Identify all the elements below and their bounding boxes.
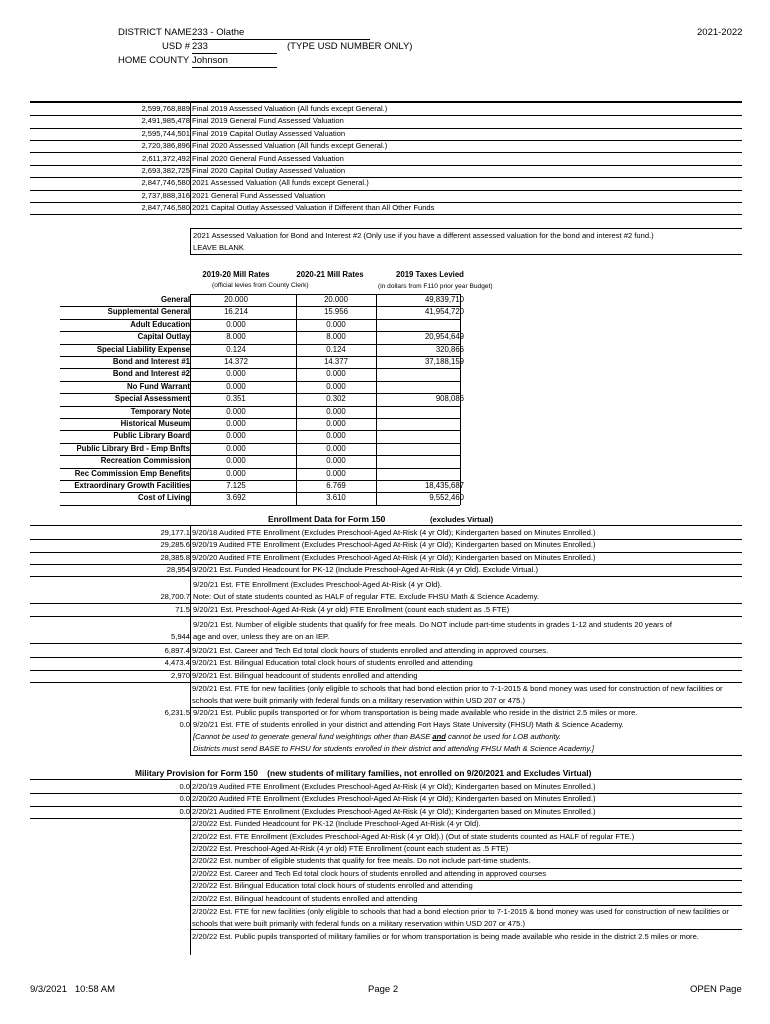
valuation-row — [0, 165, 770, 177]
usd-label: USD # — [162, 41, 190, 52]
military-desc: 2/20/22 Est. Bilingual headcount of students enrolled and attending — [192, 893, 418, 903]
valuation-value[interactable]: 2,611,372,492 — [142, 153, 190, 163]
enrollment-divider — [190, 525, 191, 755]
enrollment-row — [0, 670, 770, 682]
taxes-levied-2019[interactable]: 9,552,460 — [429, 493, 464, 503]
taxes-levied-2019[interactable] — [380, 430, 464, 442]
rule-b — [30, 616, 742, 617]
military-row — [0, 781, 770, 793]
fhsu-note-2: Districts must send BASE to FHSU for students enrolled in their district and attending FHSU Math & Science Academy.] — [193, 744, 594, 753]
military-desc: 2/20/21 Audited FTE Enrollment (Excludes Preschool-Aged At-Risk (4 yr Old); Kindergarten based on Minutes Enrolled.) — [192, 806, 596, 816]
military-new-facilities: 2/20/22 Est. FTE for new facilities (only eligible to schools that had a bond election prior to 7-1-2015 & bond money was used for construction of new facilities or schools that were built primarily with federal funds on a military reservation within USD 207 or 475.) — [192, 907, 729, 928]
fte-est-line2: Note: Out of state students counted as HALF of regular FTE. Exclude FHSU Math & Science Academy. — [193, 592, 539, 601]
rule-e — [190, 755, 742, 756]
taxes-levied-2019[interactable] — [380, 455, 464, 467]
enrollment-row — [0, 539, 770, 551]
taxes-levied-2019[interactable] — [380, 319, 464, 331]
enrollment-desc: 9/20/18 Audited FTE Enrollment (Excludes Preschool-Aged At-Risk (4 yr Old); Kindergarten based on Minutes Enrolled.) — [192, 528, 596, 537]
taxes-levied-2019[interactable]: 908,086 — [435, 394, 464, 404]
mill-rate-2020-21[interactable]: 15.956 — [324, 307, 348, 317]
valuation-row — [0, 177, 770, 189]
fhsu-note-and: and — [432, 732, 446, 741]
mill-fund-label: Public Library Brd - Emp Bnfts — [76, 443, 190, 453]
military-value[interactable]: 0.0 — [179, 806, 190, 816]
bond-valuation-note: 2021 Assessed Valuation for Bond and Interest #2 (Only use if you have a different assessed valuation for the bond and interest #2 fund.) — [193, 231, 654, 240]
mill-rate-2019-20[interactable]: 0.000 — [226, 319, 246, 329]
taxes-levied-2019[interactable]: 49,839,710 — [424, 295, 464, 304]
col-2019-20-header: 2019-20 Mill Rates — [202, 270, 270, 279]
enrollment-value[interactable]: 2,970 — [170, 670, 190, 680]
mill-rate-2019-20[interactable]: 14.372 — [224, 357, 248, 366]
valuation-divider — [190, 103, 191, 215]
valuation-value[interactable]: 2,693,382,725 — [141, 166, 190, 175]
bond-rule — [190, 228, 742, 229]
mill-fund-label: Capital Outlay — [137, 332, 190, 342]
home-county-field[interactable]: Johnson — [192, 55, 277, 68]
enrollment-value[interactable]: 28,385.8 — [160, 552, 190, 562]
valuation-desc: Final 2020 Capital Outlay Assessed Valuation — [192, 166, 346, 175]
col-taxes-header: 2019 Taxes Levied — [396, 270, 464, 279]
mill-fund-label: Bond and Interest #2 — [112, 369, 190, 379]
mill-rate-2020-21[interactable]: 0.000 — [326, 381, 346, 391]
mill-fund-label: Cost of Living — [138, 493, 190, 503]
taxes-levied-2019[interactable] — [380, 406, 464, 418]
enrollment-value[interactable]: 29,177.1 — [160, 528, 190, 537]
valuation-desc: 2021 Assessed Valuation (All funds except General.) — [192, 178, 369, 188]
taxes-levied-2019[interactable] — [380, 443, 464, 455]
military-desc: 2/20/20 Audited FTE Enrollment (Excludes Preschool-Aged At-Risk (4 yr Old); Kindergarten based on Minutes Enrolled.) — [192, 794, 596, 804]
mill-rate-2019-20[interactable]: 0.000 — [226, 406, 246, 416]
enrollment-desc: 9/20/20 Audited FTE Enrollment (Excludes Preschool-Aged At-Risk (4 yr Old); Kindergarten based on Minutes Enrolled.) — [192, 552, 596, 562]
new-facilities-text: 9/20/21 Est. FTE for new facilities (only eligible to schools that had bond election prior to 7-1-2015 & bond money was used for construction of new facilities or schools that were built primarily with federal funds on a military reservation within USD 207 or 475.) — [192, 684, 723, 705]
transport-desc: 9/20/21 Est. Public pupils transported or for whom transportation is being made available who reside in the district 2.5 miles or more. — [193, 708, 638, 717]
mill-fund-label: Extraordinary Growth Facilities — [74, 481, 190, 490]
enrollment-value[interactable]: 4,473.4 — [164, 658, 190, 668]
valuation-row — [0, 140, 770, 152]
rule-a — [30, 603, 742, 604]
military-desc: 2/20/22 Est. Preschool-Aged At-Risk (4 yr old) FTE Enrollment (count each student as .5 FTE) — [192, 844, 509, 853]
taxes-levied-2019[interactable]: 18,435,687 — [424, 481, 464, 490]
military-top-rule — [30, 779, 742, 780]
enrollment-title: Enrollment Data for Form 150 — [268, 514, 386, 524]
mill-rate-2019-20[interactable]: 0.000 — [226, 443, 246, 453]
free-meals-line1: 9/20/21 Est. Number of eligible students that qualify for free meals. Do NOT include part-time students in grades 1-12 and students 20 years of — [193, 620, 672, 629]
taxes-levied-2019[interactable]: 37,188,159 — [424, 357, 464, 366]
enrollment-value[interactable]: 6,897.4 — [164, 646, 190, 655]
military-desc: 2/20/19 Audited FTE Enrollment (Excludes Preschool-Aged At-Risk (4 yr Old); Kindergarten based on Minutes Enrolled.) — [192, 782, 596, 791]
enrollment-desc: 9/20/19 Audited FTE Enrollment (Excludes Preschool-Aged At-Risk (4 yr Old); Kindergarten based on Minutes Enrolled.) — [192, 540, 596, 550]
military-value[interactable]: 0.0 — [179, 794, 190, 804]
free-meals-line2: age and over, unless they are on an IEP. — [193, 632, 330, 641]
military-desc: 2/20/22 Est. FTE Enrollment (Excludes Preschool-Aged At-Risk (4 yr Old).) (Out of state students counted as HALF of regular FTE.) — [192, 831, 635, 841]
prek-value[interactable]: 71.5 — [175, 605, 190, 614]
valuation-desc: 2021 General Fund Assessed Valuation — [192, 190, 326, 200]
bond-rule-bottom — [190, 254, 742, 255]
valuation-desc: Final 2019 Assessed Valuation (All funds except General.) — [192, 104, 388, 113]
military-desc: 2/20/22 Est. Bilingual Education total clock hours of students enrolled and attending — [192, 881, 473, 891]
mill-rate-2020-21[interactable]: 14.377 — [324, 357, 348, 366]
enrollment-rule — [30, 576, 742, 577]
military-desc: 2/20/22 Est. number of eligible students that qualify for free meals. Do not include part-time students. — [192, 856, 531, 866]
mill-fund-label: General — [160, 295, 190, 304]
valuation-desc: Final 2020 General Fund Assessed Valuation — [192, 153, 344, 163]
mill-rate-2020-21[interactable]: 0.000 — [326, 419, 346, 428]
enrollment-top-rule — [30, 525, 742, 526]
mill-rate-2019-20[interactable]: 0.000 — [226, 419, 246, 428]
mill-rate-2020-21[interactable]: 0.302 — [326, 394, 346, 404]
mill-fund-label: Adult Education — [130, 319, 190, 329]
enrollment-desc: 9/20/21 Est. Career and Tech Ed total clock hours of students enrolled and attending in approved courses. — [192, 646, 549, 655]
school-year: 2021-2022 — [697, 27, 743, 38]
valuation-row — [0, 190, 770, 202]
taxes-levied-2019[interactable] — [380, 381, 464, 393]
fhsu-note-1b: cannot be used for LOB authority. — [448, 732, 562, 741]
mill-fund-label: Special Assessment — [114, 394, 190, 404]
mill-rate-2019-20[interactable]: 0.000 — [226, 369, 246, 379]
enrollment-row — [0, 527, 770, 539]
mill-col-divider — [190, 294, 191, 505]
col-2019-20-subheader: (official levies from County Clerk) — [212, 282, 309, 289]
valuation-value[interactable]: 2,595,744,501 — [141, 128, 190, 138]
footer-timestamp: 9/3/2021 10:58 AM — [30, 984, 116, 995]
col-taxes-subheader: (in dollars from F110 prior year Budget) — [378, 283, 493, 290]
valuation-desc: Final 2019 Capital Outlay Assessed Valuation — [192, 128, 346, 138]
mill-rate-2020-21[interactable]: 0.000 — [326, 319, 346, 329]
mill-rate-2020-21[interactable]: 6.769 — [326, 481, 346, 490]
mill-rate-2019-20[interactable]: 7.125 — [226, 481, 246, 490]
valuation-desc: 2021 Capital Outlay Assessed Valuation if Different than All Other Funds — [192, 203, 435, 213]
fte-est-line1: 9/20/21 Est. FTE Enrollment (Excludes Preschool-Aged At-Risk (4 yr Old). — [193, 580, 442, 589]
military-row — [0, 868, 770, 880]
mill-fund-label: Temporary Note — [130, 406, 190, 416]
bond-divider — [190, 228, 191, 254]
mill-col-divider — [376, 294, 377, 505]
usd-note: (TYPE USD NUMBER ONLY) — [287, 41, 413, 52]
fhsu-desc: 9/20/21 Est. FTE of students enrolled in your district and attending Fort Hays State University (FHSU) Math & Science Academy. — [193, 720, 624, 729]
transport-value[interactable]: 6,231.5 — [164, 708, 190, 717]
mill-fund-label: Historical Museum — [120, 419, 190, 428]
enrollment-value[interactable]: 29,285.6 — [160, 540, 190, 550]
mill-rate-2019-20[interactable]: 0.000 — [226, 431, 246, 441]
mill-fund-label: Bond and Interest #1 — [112, 357, 190, 366]
mill-rate-2019-20[interactable]: 0.351 — [226, 394, 246, 404]
valuation-row — [0, 115, 770, 127]
valuation-value[interactable]: 2,847,746,580 — [141, 203, 190, 213]
military-divider — [190, 779, 191, 955]
mill-rate-2020-21[interactable]: 0.000 — [326, 431, 346, 441]
mill-rate-2019-20[interactable]: 20.000 — [224, 295, 248, 304]
mill-rate-2019-20[interactable]: 3.692 — [226, 493, 246, 503]
mill-rate-2019-20[interactable]: 0.000 — [226, 468, 246, 478]
valuation-row — [0, 202, 770, 214]
mill-col-divider — [296, 294, 297, 505]
footer-status: OPEN Page — [690, 984, 742, 995]
enrollment-desc: 9/20/21 Est. Bilingual headcount of students enrolled and attending — [192, 670, 418, 680]
mill-rate-2019-20[interactable]: 0.000 — [226, 456, 246, 466]
mill-rate-2020-21[interactable]: 3.610 — [326, 493, 346, 503]
valuation-rule — [30, 214, 742, 215]
mill-rate-2020-21[interactable]: 0.000 — [326, 369, 346, 379]
valuation-desc: Final 2020 Assessed Valuation (All funds except General.) — [192, 141, 388, 151]
military-title: Military Provision for Form 150 (new students of military families, not enrolled on 9/20/2021 and Excludes Virtual) — [135, 768, 592, 778]
military-row — [0, 843, 770, 855]
mill-rate-2020-21[interactable]: 0.000 — [326, 468, 346, 478]
valuation-row — [0, 128, 770, 140]
military-row — [0, 793, 770, 805]
mill-fund-label: Rec Commission Emp Benefits — [74, 468, 190, 478]
valuation-desc: Final 2019 General Fund Assessed Valuation — [192, 116, 344, 126]
enrollment-desc: 9/20/21 Est. Bilingual Education total clock hours of students enrolled and attending — [192, 658, 473, 668]
enrollment-row — [0, 564, 770, 576]
usd-number-field[interactable]: 233 — [192, 41, 277, 54]
military-row — [0, 880, 770, 892]
taxes-levied-2019[interactable] — [380, 368, 464, 380]
military-desc: 2/20/22 Est. Funded Headcount for PK-12 (Include Preschool-Aged At-Risk (4 yr Old). — [192, 819, 481, 829]
taxes-levied-2019[interactable]: 20,954,649 — [424, 332, 464, 342]
military-row — [0, 893, 770, 905]
mill-fund-label: Recreation Commission — [100, 456, 190, 466]
military-transport: 2/20/22 Est. Public pupils transported of military families or for whom transportation is being made available who reside in the district 2.5 miles or more. — [192, 932, 699, 941]
mill-rate-2019-20[interactable]: 0.000 — [226, 381, 246, 391]
rule-c — [30, 643, 742, 644]
col-2020-21-header: 2020-21 Mill Rates — [296, 270, 364, 279]
mill-rate-2020-21[interactable]: 0.000 — [326, 456, 346, 466]
military-row — [0, 806, 770, 818]
mill-fund-label: Supplemental General — [107, 307, 190, 317]
mill-fund-label: No Fund Warrant — [127, 381, 190, 391]
district-name-label: DISTRICT NAME — [118, 27, 192, 38]
valuation-value[interactable]: 2,720,386,896 — [141, 141, 190, 151]
fhsu-note-1 — [193, 732, 561, 741]
mill-rate-2019-20[interactable]: 8.000 — [226, 332, 246, 342]
military-row — [0, 831, 770, 843]
enrollment-row — [0, 552, 770, 564]
mill-fund-label: Public Library Board — [113, 431, 190, 441]
fhsu-value[interactable]: 0.0 — [179, 720, 190, 729]
military-row — [0, 818, 770, 830]
enrollment-row — [0, 657, 770, 669]
enrollment-row — [0, 645, 770, 657]
district-name-field[interactable]: 233 - Olathe — [192, 27, 370, 40]
valuation-row — [0, 153, 770, 165]
mill-col-divider — [460, 294, 461, 505]
mill-rate-2020-21[interactable]: 8.000 — [326, 332, 346, 342]
taxes-levied-2019[interactable]: 320,866 — [435, 344, 464, 354]
enrollment-desc: 9/20/21 Est. Funded Headcount for PK-12 (Include Preschool-Aged At-Risk (4 yr Old). Exclude Virtual.) — [192, 565, 538, 575]
mill-fund-label: Special Liability Expense — [96, 344, 190, 354]
taxes-levied-2019[interactable] — [380, 418, 464, 430]
military-row — [0, 855, 770, 867]
mill-rate-2019-20[interactable]: 16.214 — [224, 307, 248, 317]
valuation-value[interactable]: 2,737,888,316 — [141, 190, 190, 200]
enrollment-subtitle: (excludes Virtual) — [430, 515, 494, 524]
valuation-value[interactable]: 2,599,768,889 — [141, 104, 190, 113]
rule-f — [190, 929, 742, 930]
home-county-label: HOME COUNTY — [118, 55, 190, 66]
valuation-value[interactable]: 2,491,985,478 — [141, 116, 190, 126]
fhsu-note-1a: [Cannot be used to generate general fund weightings other than BASE — [193, 732, 431, 741]
footer-page: Page 2 — [368, 984, 399, 995]
enrollment-value[interactable]: 28,954 — [166, 565, 190, 575]
prek-desc: 9/20/21 Est. Preschool-Aged At-Risk (4 yr old) FTE Enrollment (count each student as .5 FTE) — [193, 605, 510, 614]
valuation-value[interactable]: 2,847,746,580 — [141, 178, 190, 188]
mill-rate-2020-21[interactable]: 0.000 — [326, 406, 346, 416]
free-meals-value[interactable]: 5,944 — [170, 632, 190, 641]
mill-rate-2019-20[interactable]: 0.124 — [226, 344, 246, 354]
military-desc: 2/20/22 Est. Career and Tech Ed total clock hours of students enrolled and attending in approved courses — [192, 868, 547, 878]
mill-row-rule — [60, 505, 460, 506]
mill-rate-2020-21[interactable]: 20.000 — [324, 295, 348, 304]
military-value[interactable]: 0.0 — [179, 782, 190, 791]
fte-est-value[interactable]: 28,700.7 — [160, 592, 190, 601]
taxes-levied-2019[interactable] — [380, 468, 464, 480]
valuation-row — [0, 103, 770, 115]
taxes-levied-2019[interactable]: 41,954,720 — [424, 307, 464, 317]
leave-blank-field[interactable]: LEAVE BLANK — [193, 243, 244, 252]
mill-rate-2020-21[interactable]: 0.000 — [326, 443, 346, 453]
mill-rate-2020-21[interactable]: 0.124 — [326, 344, 346, 354]
